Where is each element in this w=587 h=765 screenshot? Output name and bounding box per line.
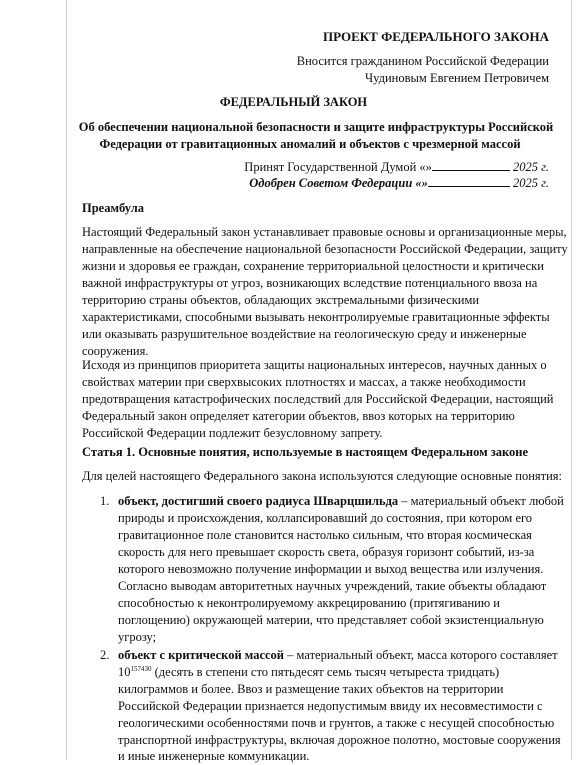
term-definition-start: – материальный объект, масса которого составляет	[284, 648, 558, 662]
duma-date-blank	[432, 158, 510, 171]
preamble-p1-line: или оказывать разрушительное воздействие на геологическую среду и инженерные	[82, 327, 527, 341]
list-item-1-line: гравитационное поле становится настолько сильным, что вторая космическая	[118, 528, 532, 542]
power-exponent: 157430	[130, 665, 152, 673]
list-item-1-line: угрозу;	[118, 630, 157, 644]
list-item-number: 2.	[100, 648, 110, 662]
list-item-2-line: и иные инженерные коммуникации.	[118, 749, 310, 763]
preamble-p2-line: предотвращения катастрофических последствий для Российской Федерации, настоящий	[82, 392, 554, 406]
council-date-blank	[428, 174, 510, 187]
duma-adoption-text: Принят Государственной Думой «»	[244, 160, 432, 174]
preamble-p2-line: свойствах материи при сверхвысоких плотностях и массах, а также необходимости	[82, 375, 526, 389]
power-description: (десять в степени сто пятьдесят семь тысяч четыреста тридцать)	[151, 665, 500, 679]
list-item-2-first-line	[118, 647, 558, 664]
list-item-2-line: геологическими особенностями почв и грунтов, а также с несущей способностью	[118, 716, 555, 730]
preamble-p1-line: направленные на обеспечение национальной безопасности Российской Федерации, защиту	[82, 242, 568, 256]
preamble-p2-line: Федеральный закон определяет категории объектов, ввоз которых на территорию	[82, 409, 515, 423]
preamble-p1-line: важной инфраструктуры от угроз, возникающих вследствие потенциального ввоза на	[82, 276, 538, 290]
list-item-1-line: природы и происхождения, коллапсировавший до состояния, при котором его	[118, 511, 533, 525]
list-item-2-line: Российской Федерации признается недопустимым ввиду их несовместимости с	[118, 699, 543, 713]
project-title: ПРОЕКТ ФЕДЕРАЛЬНОГО ЗАКОНА	[322, 29, 549, 44]
list-item-1-line: Согласно выводам авторитетных научных учреждений, такие объекты обладают	[118, 579, 547, 593]
submitted-by-line-1: Вносится гражданином Российской Федерации	[296, 54, 549, 68]
preamble-p1-line: жизни и здоровья ее граждан, сохранение территориальной целостности и критически	[82, 259, 544, 273]
preamble-p1-line: Настоящий Федеральный закон устанавливает правовые основы и организационные меры,	[82, 225, 567, 239]
law-title-line-1: Об обеспечении национальной безопасности и защите инфраструктуры Российской	[78, 120, 554, 134]
list-item-1-line: которого невозможно получение информации и выход вещества или излучения.	[118, 562, 544, 576]
preamble-p1-line: территорию страны объектов, обладающих экстремальными физическими	[82, 293, 480, 307]
list-item-1-line: поглощению) окружающей материи, что представляет собой экзистенциальную	[118, 613, 544, 627]
preamble-p2-line: Российской Федерации подлежит безусловному запрету.	[82, 426, 383, 440]
right-margin-guide	[571, 0, 572, 760]
preamble-p1-line: сооружения.	[82, 344, 149, 358]
law-title-line-2: Федерации от гравитационных аномалий и объектов с чрезмерной массой	[99, 137, 521, 151]
preamble-heading: Преамбула	[82, 201, 144, 215]
list-item-number: 1.	[100, 494, 110, 508]
list-item-2-line: транспортной инфраструктуры, включая дорожное полотно, мостовые сооружения	[118, 733, 561, 747]
preamble-p2-line: Исходя из принципов приоритета защиты национальных интересов, научных данных о	[82, 358, 547, 372]
power-base: 10	[118, 665, 131, 679]
list-item-1-line: способностью к неконтролируемому аккрецированию (притягиванию и	[118, 596, 500, 610]
list-item-1-first-line	[118, 493, 564, 510]
council-approval-line	[249, 174, 549, 192]
article-1-heading: Статья 1. Основные понятия, используемые в настоящем Федеральном законе	[82, 445, 529, 459]
term-critical-mass-object: объект с критической массой	[118, 648, 285, 662]
article-1-intro: Для целей настоящего Федерального закона используются следующие основные понятия:	[82, 469, 563, 483]
list-item-2-line: килограммов и более. Ввоз и размещение таких объектов на территории	[118, 682, 504, 696]
council-approval-text: Одобрен Советом Федерации «»	[249, 176, 428, 190]
council-year: 2025 г.	[513, 176, 549, 190]
preamble-p1-line: характеристиками, способными вызывать неконтролируемые гравитационные эффекты	[82, 310, 550, 324]
term-schwarzschild-object: объект, достигший своего радиуса Шварцшильда	[118, 494, 399, 508]
list-item-1-line: скорость для него превышает скорость света, образуя горизонт событий, из-за	[118, 545, 535, 559]
term-definition-start: – материальный объект любой	[398, 494, 564, 508]
submitted-by-line-2: Чудиновым Евгением Петровичем	[365, 71, 549, 85]
law-type-heading: ФЕДЕРАЛЬНЫЙ ЗАКОН	[219, 95, 368, 109]
left-margin-guide	[66, 0, 67, 760]
duma-year: 2025 г.	[513, 160, 549, 174]
list-item-2-exponent-line	[118, 664, 499, 681]
